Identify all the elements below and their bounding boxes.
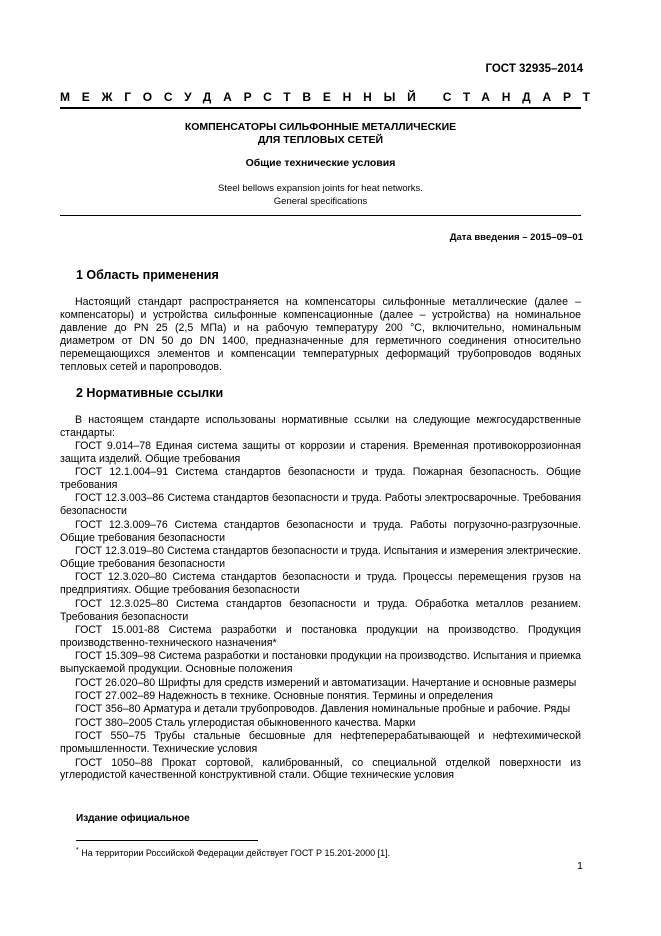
footnote-divider: [76, 840, 258, 841]
reference-item: ГОСТ 1050–88 Прокат сортовой, калиброванный, со специальной отделкой поверхности из углеродистой качественной конструктивной стали. Общие технические условия: [60, 756, 581, 782]
reference-item: ГОСТ 12.3.019–80 Система стандартов безопасности и труда. Испытания и измерения электрические. Общие требования безопасности: [60, 545, 581, 570]
doc-code: ГОСТ 32935–2014: [485, 63, 583, 75]
reference-item: ГОСТ 15.001-88 Система разработки и постановка продукции на производство. Продукция производственно-технического назначения*: [60, 624, 581, 649]
english-title: [60, 183, 581, 208]
section-2-body: [60, 414, 581, 783]
title-line-2: ДЛЯ ТЕПЛОВЫХ СЕТЕЙ: [257, 134, 384, 146]
english-title-line-1: Steel bellows expansion joints for heat networks.: [218, 183, 423, 194]
interstate-standard-banner: МЕЖГОСУДАРСТВЕННЫЙ СТАНДАРТ: [60, 90, 602, 104]
page-number: 1: [577, 860, 583, 872]
section-2-heading: 2 Нормативные ссылки: [76, 386, 224, 400]
reference-item: ГОСТ 12.3.020–80 Система стандартов безопасности и труда. Процессы перемещения грузов на предприятиях. Общие требования безопасности: [60, 571, 581, 597]
reference-item: ГОСТ 12.3.009–76 Система стандартов безопасности и труда. Работы погрузочно-разгрузочные. Общие требования безопасности: [60, 518, 581, 544]
document-subtitle: Общие технические условия: [245, 157, 396, 169]
section-1-heading: 1 Область применения: [76, 268, 219, 282]
reference-item: ГОСТ 12.1.004–91 Система стандартов безопасности и труда. Пожарная безопасность. Общие требования: [60, 466, 581, 492]
reference-item: ГОСТ 380–2005 Сталь углеродистая обыкновенного качества. Марки: [75, 716, 416, 729]
reference-item: ГОСТ 550–75 Трубы стальные бесшовные для нефтеперерабатывающей и нефтехимической промышленности. Технические условия: [60, 730, 581, 756]
footnote-mark: *: [76, 847, 79, 854]
reference-item: ГОСТ 26.020–80 Шрифты для средств измерений и автоматизации. Начертание и основные размеры: [75, 676, 577, 689]
section-1-body: [60, 296, 581, 373]
title-divider: [60, 215, 581, 216]
english-title-line-2: General specifications: [273, 195, 368, 207]
reference-item: ГОСТ 9.014–78 Единая система защиты от коррозии и старения. Временная противокоррозионная защита изделий. Общие требования: [60, 439, 581, 465]
official-edition-label: Издание официальное: [76, 813, 190, 824]
footnote: [76, 847, 390, 858]
references-intro: В настоящем стандарте использованы нормативные ссылки на следующие межгосударственные стандарты:: [60, 414, 581, 439]
reference-item: ГОСТ 12.3.025–80 Система стандартов безопасности и труда. Обработка металлов резанием. Требования безопасности: [60, 597, 581, 623]
title-line-1: КОМПЕНСАТОРЫ СИЛЬФОННЫЕ МЕТАЛЛИЧЕСКИЕ: [184, 121, 457, 133]
document-title: [60, 121, 581, 147]
introduction-date: Дата введения – 2015–09–01: [449, 232, 583, 243]
section-1-paragraph: Настоящий стандарт распространяется на компенсаторы сильфонные металлические (далее – компенсаторы) и устройства сильфонные компенсационные (далее – устройства) на номинальное давление до PN 25 (2,5 МПа) и на рабочую температуру 200 °С, включительно, номинальным диаметром от DN 50 до DN 1400, предназначенные для герметичного соединения относительно перемещающихся элементов и компенсации температурных деформаций трубопроводов водяных тепловых сетей и паропроводов.: [60, 296, 581, 373]
reference-item: ГОСТ 15.309–98 Система разработки и постановки продукции на производство. Испытания и приемка выпускаемой продукции. Основные положения: [60, 650, 581, 676]
reference-item: ГОСТ 12.3.003–86 Система стандартов безопасности и труда. Работы электросварочные. Требования безопасности: [60, 492, 581, 518]
footnote-text: На территории Российской Федерации действует ГОСТ Р 15.201-2000 [1].: [81, 848, 391, 858]
reference-item: ГОСТ 356–80 Арматура и детали трубопроводов. Давления номинальные пробные и рабочие. Ряды: [75, 703, 571, 716]
header-divider: [60, 107, 581, 109]
reference-item: ГОСТ 27.002–89 Надежность в технике. Основные понятия. Термины и определения: [75, 690, 494, 703]
